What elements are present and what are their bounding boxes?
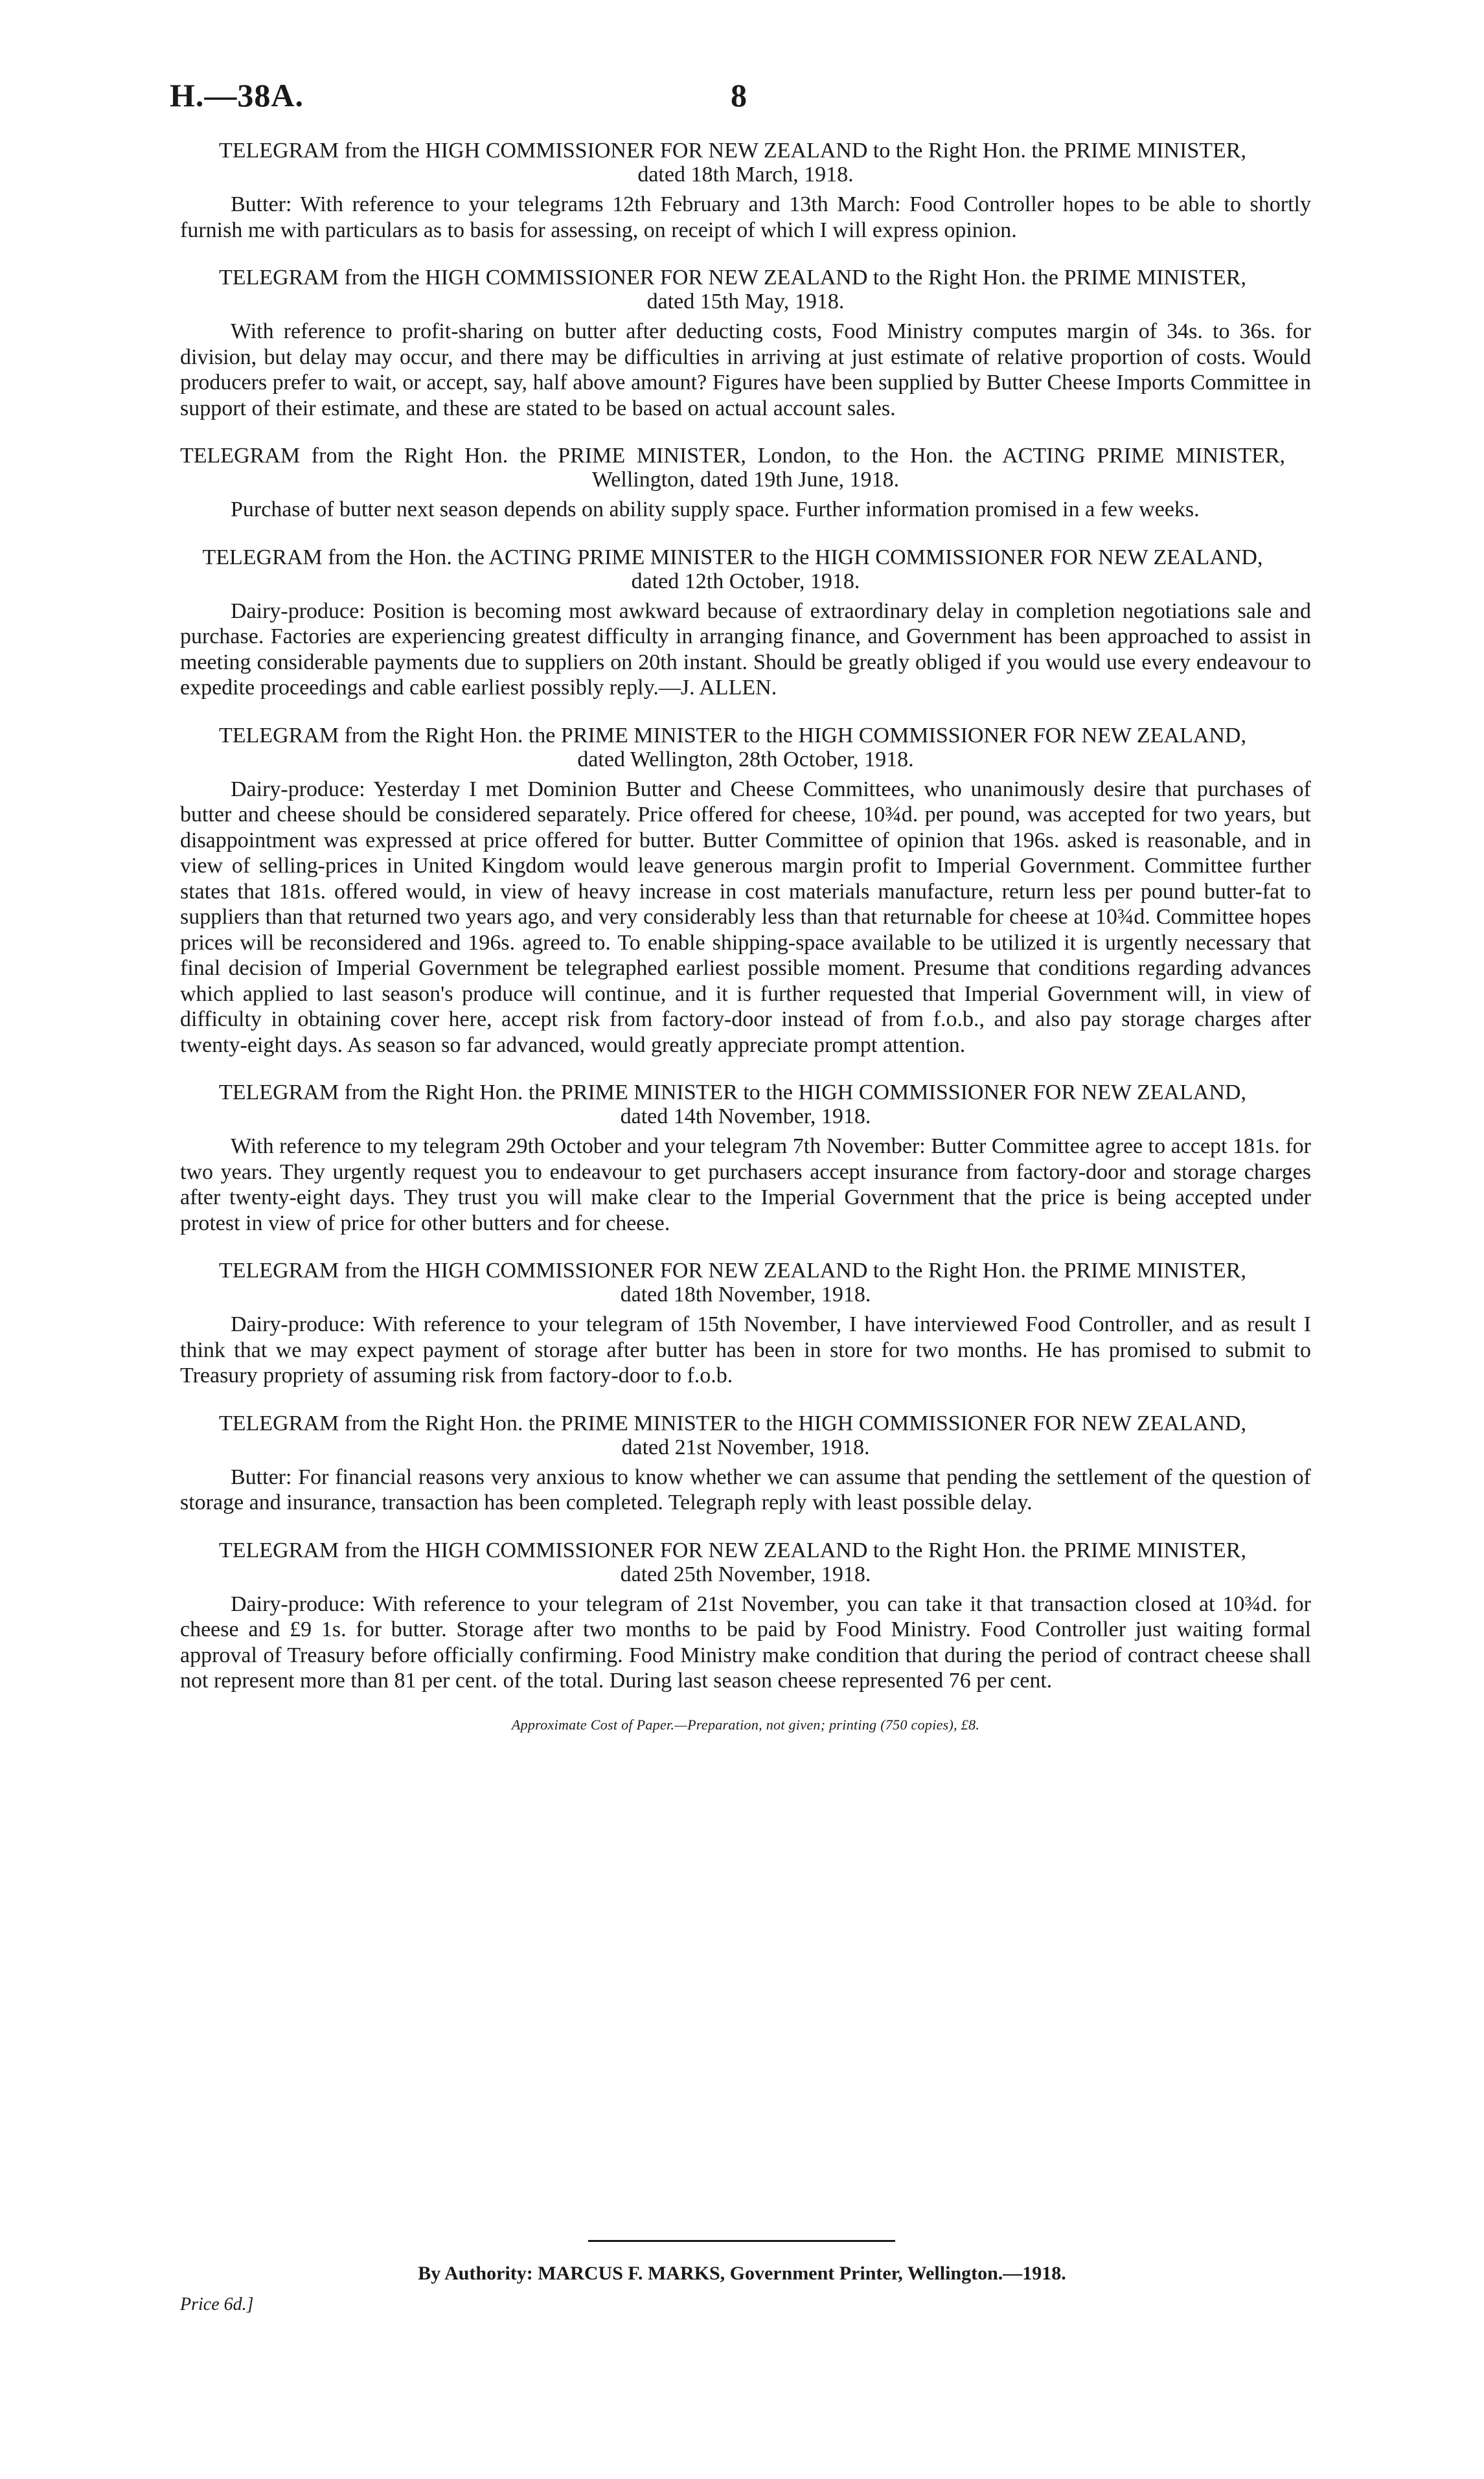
telegram-heading	[180, 1259, 1311, 1307]
telegram-date: dated 18th March, 1918.	[637, 163, 854, 187]
telegram-heading-text: TELEGRAM from the Right Hon. the PRIME MINISTER to the HIGH COMMISSIONER FOR NEW ZEALAND,	[219, 1411, 1246, 1435]
telegram-date: dated 14th November, 1918.	[620, 1104, 871, 1128]
telegram-heading	[180, 1411, 1311, 1459]
telegram-heading-text: TELEGRAM from the Right Hon. the PRIME MINISTER to the HIGH COMMISSIONER FOR NEW ZEALAND,	[219, 1080, 1246, 1104]
telegram-date: dated 18th November, 1918.	[620, 1283, 871, 1307]
telegram-heading	[180, 266, 1311, 314]
telegram	[180, 139, 1311, 243]
telegram-heading	[180, 1080, 1311, 1128]
telegram-body: Dairy-produce: Yesterday I met Dominion Butter and Cheese Committees, who unanimously desire that purchases of butter and cheese should be considered separately. Price offered for cheese, 10¾d. per pound, was accepted for two years, but disappointment was expressed at price offered for butter. Butter Committee of opinion that 196s. asked is reasonable, and in view of selling-prices in United Kingdom would leave generous margin profit to Imperial Government. Committee further states that 181s. offered would, in view of heavy increase in cost materials manufacture, return less per pound butter-fat to suppliers than that returned two years ago, and very considerably less than that returnable for cheese at 10¾d. Committee hopes prices will be reconsidered and 196s. agreed to. To enable shipping-space available to be utilized it is urgently necessary that final decision of Imperial Government be telegraphed earliest possible moment. Presume that conditions regarding advances which applied to last season's produce will continue, and it is further requested that Imperial Government will, in view of difficulty in obtaining cover here, accept risk from factory-door instead of from f.o.b., and also pay storage charges after twenty-eight days. As season so far advanced, would greatly appreciate prompt attention.	[180, 777, 1311, 1057]
telegram-heading-text: TELEGRAM from the Right Hon. the PRIME MINISTER, London, to the Hon. the ACTING PRIME MINISTER, Wellington, dated 19th June, 1918.	[180, 444, 1285, 492]
telegram	[180, 1080, 1311, 1236]
telegram-heading-text: TELEGRAM from the HIGH COMMISSIONER FOR NEW ZEALAND to the Right Hon. the PRIME MINISTER,	[219, 1538, 1246, 1562]
telegram-heading	[180, 444, 1311, 492]
telegram-body: Dairy-produce: Position is becoming most awkward because of extraordinary delay in completion negotiations sale and purchase. Factories are experiencing greatest difficulty in arranging finance, and Government has been approached to assist in meeting considerable payments due to suppliers on 20th instant. Should be greatly obliged if you would use every endeavour to expedite proceedings and cable earliest possibly reply.—J. ALLEN.	[180, 599, 1311, 700]
telegram-date: dated Wellington, 28th October, 1918.	[577, 747, 914, 771]
telegram	[180, 545, 1311, 701]
footer-rule	[588, 2240, 895, 2242]
page-number: 8	[731, 77, 747, 113]
telegram	[180, 1411, 1311, 1516]
telegram-body: Butter: For financial reasons very anxious to know whether we can assume that pending the settlement of the question of storage and insurance, transaction has been completed. Telegraph reply with least possible delay.	[180, 1465, 1311, 1514]
telegram-heading-text: TELEGRAM from the Right Hon. the PRIME MINISTER to the HIGH COMMISSIONER FOR NEW ZEALAND,	[219, 723, 1246, 748]
telegram-body: Dairy-produce: With reference to your telegram of 21st November, you can take it that transaction closed at 10¾d. for cheese and £9 1s. for butter. Storage after two months to be paid by Food Ministry. Food Controller just waiting formal approval of Treasury before officially confirming. Food Ministry make condition that during the period of contract cheese shall not represent more than 81 per cent. of the total. During last season cheese represented 76 per cent.	[180, 1592, 1311, 1693]
document-reference: H.—38A.	[170, 77, 304, 113]
telegram	[180, 1259, 1311, 1389]
telegram-body: Dairy-produce: With reference to your telegram of 15th November, I have interviewed Food Controller, and as result I think that we may expect payment of storage after butter has been in store for two months. He has promised to submit to Treasury propriety of assuming risk from factory-door to f.o.b.	[180, 1312, 1311, 1388]
telegram-body: With reference to my telegram 29th October and your telegram 7th November: Butter Committee agree to accept 181s. for two years. They urgently request you to endeavour to get purchasers accept insurance from factory-door and storage charges after twenty-eight days. They trust you will make clear to the Imperial Government that the price is being accepted under protest in view of price for other butters and for cheese.	[180, 1134, 1311, 1235]
page-content	[180, 139, 1311, 1733]
telegram-date: dated 25th November, 1918.	[620, 1562, 871, 1586]
telegram-body: Purchase of butter next season depends on ability supply space. Further information promised in a few weeks.	[231, 497, 1200, 521]
page-header	[170, 76, 1314, 128]
cost-note: Approximate Cost of Paper.—Preparation, not given; printing (750 copies), £8.	[511, 1716, 980, 1733]
telegram-heading	[180, 724, 1311, 771]
price-note: Price 6d.]	[180, 2294, 254, 2314]
printer-authority: By Authority: MARCUS F. MARKS, Government Printer, Wellington.—1918.	[418, 2263, 1066, 2284]
telegram-heading-text: TELEGRAM from the HIGH COMMISSIONER FOR NEW ZEALAND to the Right Hon. the PRIME MINISTER,	[219, 1259, 1246, 1283]
telegram	[180, 724, 1311, 1058]
telegram-body: With reference to profit-sharing on butter after deducting costs, Food Ministry computes margin of 34s. to 36s. for division, but delay may occur, and there may be difficulties in arriving at just estimate of relative proportion of costs. Would producers prefer to wait, or accept, say, half above amount? Figures have been supplied by Butter Cheese Imports Committee in support of their estimate, and these are stated to be based on actual account sales.	[180, 319, 1311, 420]
telegram-heading	[180, 1538, 1311, 1586]
telegram-heading-text: TELEGRAM from the HIGH COMMISSIONER FOR NEW ZEALAND to the Right Hon. the PRIME MINISTER,	[219, 139, 1246, 163]
telegram	[180, 444, 1311, 523]
telegram-date: dated 12th October, 1918.	[631, 569, 860, 593]
telegram-heading-text: TELEGRAM from the Hon. the ACTING PRIME MINISTER to the HIGH COMMISSIONER FOR NEW ZEALAND,	[202, 545, 1263, 569]
telegram-heading-text: TELEGRAM from the HIGH COMMISSIONER FOR NEW ZEALAND to the Right Hon. the PRIME MINISTER,	[219, 266, 1246, 290]
telegram	[180, 1538, 1311, 1694]
telegram-heading	[180, 139, 1311, 187]
telegram-date: dated 15th May, 1918.	[646, 290, 845, 314]
telegram-heading	[180, 545, 1311, 593]
telegram	[180, 266, 1311, 421]
telegram-body: Butter: With reference to your telegrams 12th February and 13th March: Food Controller hopes to be able to shortly furnish me with particulars as to basis for assessing, on receipt of which I will express opinion.	[180, 192, 1311, 242]
telegram-date: dated 21st November, 1918.	[621, 1435, 870, 1459]
